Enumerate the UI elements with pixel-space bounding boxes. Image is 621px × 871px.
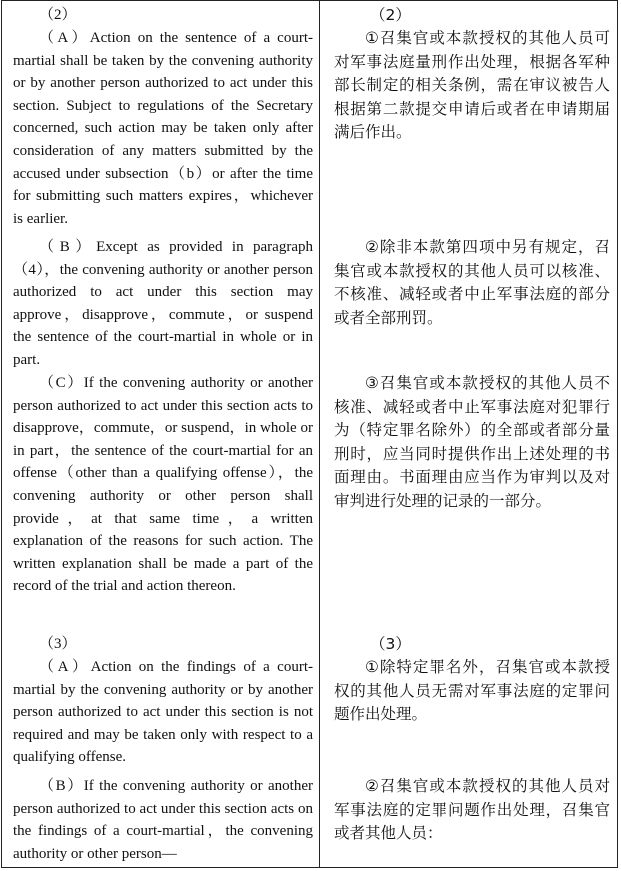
zh-paragraph-2b: ②除非本款第四项中另有规定，召集官或本款授权的其他人员可以核准、不核准、减轻或者中止军事法庭的部分或者全部刑罚。 <box>334 238 610 327</box>
zh-section-2-heading: （2） <box>370 6 411 24</box>
en-section-3-heading: （3） <box>39 636 77 652</box>
column-divider <box>319 0 320 868</box>
zh-paragraph-3a: ①除特定罪名外，召集官或本款授权的其他人员无需对军事法庭的定罪问题作出处理。 <box>334 658 610 723</box>
english-column <box>13 0 313 868</box>
zh-section-3-heading: （3） <box>370 635 411 653</box>
zh-paragraph-2c: ③召集官或本款授权的其他人员不核准、减轻或者中止军事法庭对犯罪行为（特定罪名除外）的全部或者部分量刑时，应当同时提供作出上述处理的书面理由。书面理由应当作为审判以及对审判进行处理的记录的一部分。 <box>334 374 610 510</box>
en-paragraph-2a: （A）Action on the sentence of a court-martial shall be taken by the convening authority or by another person authorized to act under this section. Subject to regulations of the Secretary concerned, such action may be taken only after consideration of any matters submitted by the accused under subsection（b）or after the time for submitting such matters expires，whichever is earlier. <box>13 30 313 227</box>
zh-paragraph-2a: ①召集官或本款授权的其他人员可对军事法庭量刑作出处理，根据各军种部长制定的相关条例，需在审议被告人根据第二款提交申请后或者在申请期届满后作出。 <box>334 29 610 141</box>
en-section-2-heading: （2） <box>39 7 77 23</box>
zh-paragraph-3b: ②召集官或本款授权的其他人员对军事法庭的定罪问题作出处理，召集官或者其他人员： <box>334 777 610 842</box>
en-paragraph-2c: （C）If the convening authority or another person authorized to act under this section acts to disapprove，commute，or suspend，in whole or in part，the sentence of the court-martial for an offense（other than a qualifying offense），the convening authority or other person shall provide，at that same time，a written explanation of the reasons for such action. The written explanation shall be made a part of the record of the trial and action thereon. <box>13 375 313 595</box>
chinese-column <box>334 0 610 868</box>
en-paragraph-3a: （A）Action on the findings of a court-martial by the convening authority or by another person authorized to act under this section is not required and may be taken only with respect to a qualifying offense. <box>13 659 313 766</box>
en-paragraph-3b: （B）If the convening authority or another person authorized to act under this section acts on the findings of a court-martial，the convening authority or other person— <box>13 778 313 862</box>
en-paragraph-2b: （B）Except as provided in paragraph（4），the convening authority or another person authorized to act under this section may approve，disapprove，commute，or suspend the sentence of the court-martial in whole or in part. <box>13 239 313 368</box>
